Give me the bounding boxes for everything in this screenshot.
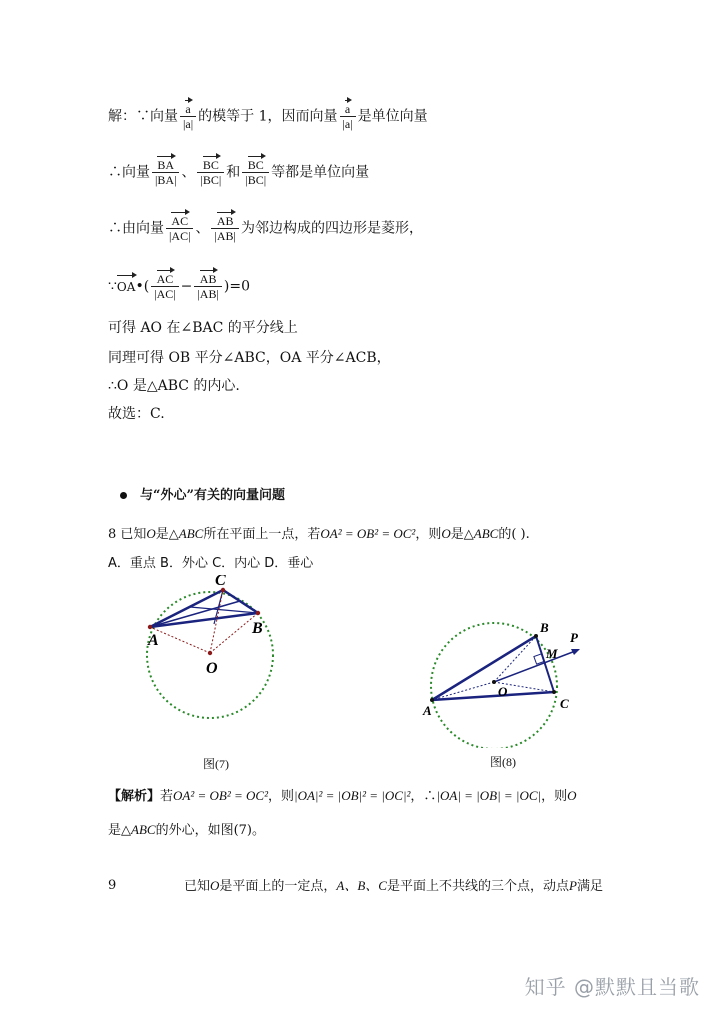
question-8-options: A．重点 B．外心 C．内心 D．垂心 bbox=[108, 556, 314, 571]
solution-line-7: ∴O 是△ABC 的内心. bbox=[108, 378, 240, 394]
label-p: P bbox=[570, 630, 578, 645]
figure-7-caption: 图(7) bbox=[203, 757, 229, 771]
fraction-a-over-norm-a-2: $\frac{a}{|a|}$ bbox=[340, 102, 356, 131]
segment-bc bbox=[223, 590, 258, 613]
solution-line-1: 解：∵向量 $\frac{a}{|a|}$ 的模等于 1，因而向量 $\frac{a}{|a|}$ 是单位向量 bbox=[108, 102, 428, 131]
question-8: 8 已知O是△ABC所在平面上一点，若OA² = OB² = OC²，则O是△ABC的( ). bbox=[108, 526, 530, 542]
watermark: 知乎 @默默且当歌 bbox=[524, 975, 700, 999]
label-c: C bbox=[215, 575, 226, 589]
section-title: 与“外心”有关的向量问题 bbox=[140, 488, 285, 503]
question-9-number: 9 bbox=[108, 878, 117, 893]
segment-ab bbox=[432, 636, 536, 700]
bullet-icon bbox=[120, 492, 127, 499]
analysis-tag: 【解析】 bbox=[108, 789, 161, 804]
figure-7 bbox=[130, 575, 290, 735]
q8-condition: OA² = OB² = OC² bbox=[320, 526, 416, 541]
question-9: 已知O是平面上的一定点，A、B、C是平面上不共线的三个点，动点P满足 bbox=[184, 878, 603, 894]
figure-8 bbox=[418, 618, 588, 748]
solution-line-3: ∴由向量 $\frac{AC}{|AC|}$ 、 $\frac{AB}{|AB|}$ 为邻边构成的四边形是菱形， bbox=[108, 214, 423, 243]
label-m: M bbox=[546, 646, 558, 661]
label-o: O bbox=[206, 660, 218, 677]
segment-bc bbox=[536, 636, 554, 692]
fraction-a-over-norm-a: $\frac{a}{|a|}$ bbox=[180, 102, 196, 131]
label-b: B bbox=[252, 620, 263, 637]
label-a: A bbox=[148, 632, 159, 649]
solution-line-5: 可得 AO 在∠BAC 的平分线上 bbox=[108, 320, 298, 336]
solution-line-4: ∵OA•( $\frac{AC}{|AC|}$ − $\frac{AB}{|AB|}$ )=0 bbox=[108, 272, 250, 301]
label-c: C bbox=[560, 696, 569, 711]
label-a: A bbox=[423, 703, 432, 718]
analysis-line-2: 是△ABC的外心，如图(7)。 bbox=[108, 822, 265, 838]
solution-line-2: ∴向量 $\frac{BA}{|BA|}$ 、 $\frac{BC}{|BC|}$ 和 $\frac{BC}{|BC|}$ 等都是单位向量 bbox=[108, 158, 370, 187]
fraction-bc-2: $\frac{BC}{|BC|}$ bbox=[242, 158, 269, 187]
fraction-ba: $\frac{BA}{|BA|}$ bbox=[152, 158, 179, 187]
solution-line-8: 故选：C. bbox=[108, 406, 165, 422]
fraction-ab: $\frac{AB}{|AB|}$ bbox=[211, 214, 238, 243]
segment-ac bbox=[432, 692, 554, 700]
label-b: B bbox=[540, 620, 549, 635]
fraction-ac: $\frac{AC}{|AC|}$ bbox=[166, 214, 193, 243]
fraction-ab-2: $\frac{AB}{|AB|}$ bbox=[194, 272, 221, 301]
analysis-line-1: 【解析】若OA² = OB² = OC²，则|OA|² = |OB|² = |OC|²，∴|OA| = |OB| = |OC|，则O bbox=[108, 788, 577, 804]
figure-8-caption: 图(8) bbox=[490, 755, 516, 769]
label-o: O bbox=[498, 684, 508, 699]
fraction-bc: $\frac{BC}{|BC|}$ bbox=[197, 158, 224, 187]
solution-line-6: 同理可得 OB 平分∠ABC，OA 平分∠ACB， bbox=[108, 350, 391, 366]
segment-oa bbox=[150, 627, 210, 653]
fraction-ac-2: $\frac{AC}{|AC|}$ bbox=[151, 272, 178, 301]
